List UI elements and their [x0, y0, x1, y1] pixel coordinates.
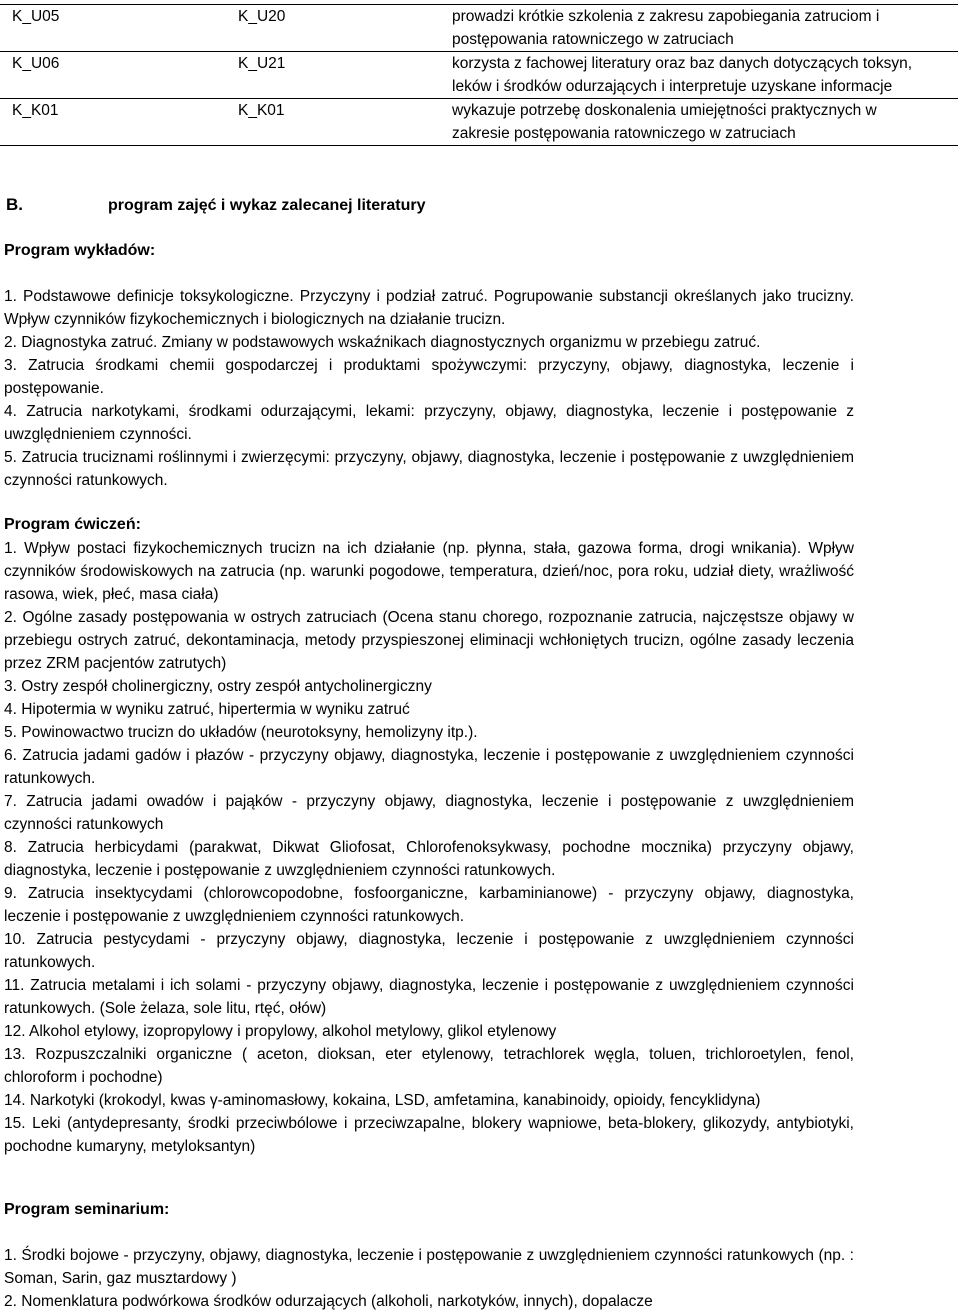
table-row	[0, 52, 958, 99]
exercises-list	[4, 537, 854, 1158]
list-item: 1. Wpływ postaci fizykochemicznych trucizn na ich działanie (np. płynna, stała, gazowa forma, drogi wnikania). Wpływ czynników środowiskowych na zatrucia (np. warunki pogodowe, temperatura, dzień/noc, pora roku, udział diety, wrażliwość rasowa, wiek, płeć, masa ciała)	[4, 540, 854, 603]
exercises-heading: Program ćwiczeń:	[4, 516, 141, 533]
list-item: 4. Hipotermia w wyniku zatruć, hipertermia w wyniku zatruć	[4, 701, 410, 718]
list-item: 4. Zatrucia narkotykami, środkami odurzającymi, lekami: przyczyny, objawy, diagnostyka, leczenie i postępowanie z uwzględnieniem czynności.	[4, 403, 854, 443]
outcome-code: K_U06	[12, 55, 60, 72]
outcome-reference: K_U21	[238, 55, 286, 72]
list-item: 3. Ostry zespół cholinergiczny, ostry zespół antycholinergiczny	[4, 678, 432, 695]
lectures-list	[4, 285, 854, 492]
list-item: 13. Rozpuszczalniki organiczne ( aceton, dioksan, eter etylenowy, tetrachlorek węgla, toluen, trichloroetylen, fenol, chloroform i pochodne)	[4, 1046, 854, 1086]
outcome-description: korzysta z fachowej literatury oraz baz danych dotyczących toksyn, leków i środków odurzających i interpretuje uzyskane informacje	[452, 55, 913, 95]
lectures-heading: Program wykładów:	[4, 242, 156, 259]
outcome-description: prowadzi krótkie szkolenia z zakresu zapobiegania zatruciom i postępowania ratowniczego w zatruciach	[452, 8, 880, 48]
list-item: 9. Zatrucia insektycydami (chlorowcopodobne, fosfoorganiczne, karbaminianowe) - przyczyny objawy, diagnostyka, leczenie i postępowanie z uwzględnieniem czynności ratunkowych.	[4, 885, 854, 925]
list-item: 8. Zatrucia herbicydami (parakwat, Dikwat Gliofosat, Chlorofenoksykwasy, pochodne mocznika) przyczyny objawy, diagnostyka, leczenie i postępowanie z uwzględnieniem czynności ratunkowych.	[4, 839, 854, 879]
list-item: 5. Zatrucia truciznami roślinnymi i zwierzęcymi: przyczyny, objawy, diagnostyka, leczenie i postępowanie z uwzględnieniem czynności ratunkowych.	[4, 449, 854, 489]
list-item: 1. Środki bojowe - przyczyny, objawy, diagnostyka, leczenie i postępowanie z uwzględnieniem czynności ratunkowych (np. : Soman, Sarin, gaz musztardowy )	[4, 1247, 854, 1287]
outcome-reference: K_K01	[238, 102, 285, 119]
learning-outcomes-table	[0, 4, 958, 146]
list-item: 5. Powinowactwo trucizn do układów (neurotoksyny, hemolizyny itp.).	[4, 724, 478, 741]
list-item: 3. Zatrucia środkami chemii gospodarczej i produktami spożywczymi: przyczyny, objawy, diagnostyka, leczenie i postępowanie.	[4, 357, 854, 397]
seminars-list	[4, 1244, 854, 1313]
seminars-heading: Program seminarium:	[4, 1201, 170, 1218]
list-item: 2. Ogólne zasady postępowania w ostrych zatruciach (Ocena stanu chorego, rozpoznanie zatrucia, najczęstsze objawy w przebiegu ostrych zatruć, dekontaminacja, metody przyspieszonej eliminacji wchłoniętych trucizn, ogólne zasady leczenia przez ZRM pacjentów zatrutych)	[4, 609, 854, 672]
list-item: 14. Narkotyki (krokodyl, kwas γ-aminomasłowy, kokaina, LSD, amfetamina, kanabinoidy, opioidy, fencyklidyna)	[4, 1092, 761, 1109]
list-item: 2. Diagnostyka zatruć. Zmiany w podstawowych wskaźnikach diagnostycznych organizmu w przebiegu zatruć.	[4, 334, 761, 351]
outcome-code: K_U05	[12, 8, 60, 25]
list-item: 2. Nomenklatura podwórkowa środków odurzających (alkoholi, narkotyków, innych), dopalacze	[4, 1293, 653, 1310]
list-item: 15. Leki (antydepresanty, środki przeciwbólowe i przeciwzapalne, blokery wapniowe, beta-blokery, glikozydy, antybiotyki, pochodne kumaryny, metyloksantyn)	[4, 1115, 854, 1155]
outcome-reference: K_U20	[238, 8, 286, 25]
table-row	[0, 5, 958, 52]
section-title: program zajęć i wykaz zalecanej literatury	[108, 197, 426, 214]
section-letter: B.	[6, 195, 23, 214]
list-item: 6. Zatrucia jadami gadów i płazów - przyczyny objawy, diagnostyka, leczenie i postępowanie z uwzględnieniem czynności ratunkowych.	[4, 747, 854, 787]
table-row	[0, 99, 958, 146]
list-item: 7. Zatrucia jadami owadów i pająków - przyczyny objawy, diagnostyka, leczenie i postępowanie z uwzględnieniem czynności ratunkowych	[4, 793, 854, 833]
section-b-heading	[6, 193, 425, 217]
list-item: 12. Alkohol etylowy, izopropylowy i propylowy, alkohol metylowy, glikol etylenowy	[4, 1023, 557, 1040]
list-item: 11. Zatrucia metalami i ich solami - przyczyny objawy, diagnostyka, leczenie i postępowanie z uwzględnieniem czynności ratunkowych. (Sole żelaza, sole litu, rtęć, ołów)	[4, 977, 854, 1017]
outcome-description: wykazuje potrzebę doskonalenia umiejętności praktycznych w zakresie postępowania ratowniczego w zatruciach	[452, 102, 877, 142]
outcome-code: K_K01	[12, 102, 59, 119]
list-item: 10. Zatrucia pestycydami - przyczyny objawy, diagnostyka, leczenie i postępowanie z uwzględnieniem czynności ratunkowych.	[4, 931, 854, 971]
list-item: 1. Podstawowe definicje toksykologiczne. Przyczyny i podział zatruć. Pogrupowanie substancji określanych jako trucizny. Wpływ czynników fizykochemicznych i biologicznych na działanie trucizn.	[4, 288, 854, 328]
